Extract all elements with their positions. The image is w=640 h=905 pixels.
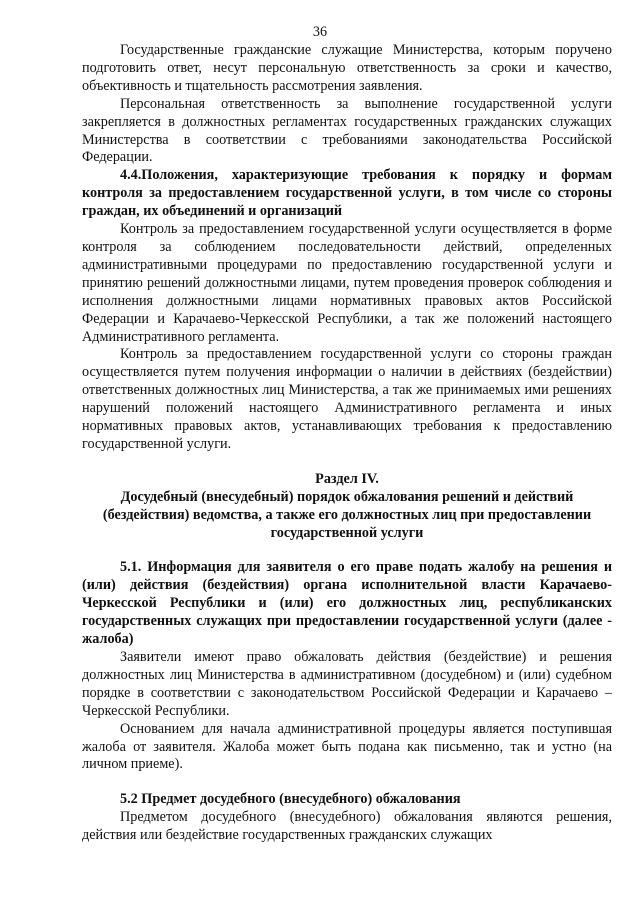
paragraph-personal-responsibility: Персональная ответственность за выполнение государственной услуги закрепляется в должностных регламентах государственных гражданских служащих Министерства в соответствии с требованиями законодательства Российской Федерации. <box>82 95 612 166</box>
heading-5-1: 5.1. Информация для заявителя о его праве подать жалобу на решения и (или) действия (бездействия) органа исполнительной власти Карачаево-Черкесской Республики и (или) его должностных лиц, республиканских государственных служащих при предоставлении государственной услуги (далее - жалоба) <box>82 559 612 648</box>
page-content <box>82 42 612 845</box>
spacer <box>82 542 612 559</box>
heading-4-4: 4.4.Положения, характеризующие требования к порядку и формам контроля за предоставлением государственной услуги, в том числе со стороны граждан, их объединений и организаций <box>82 167 612 220</box>
paragraph-procedure-basis: Основанием для начала административной процедуры является поступившая жалоба от заявителя. Жалоба может быть подана как письменно, так и устно (на личном приеме). <box>82 720 612 773</box>
heading-5-2: 5.2 Предмет досудебного (внесудебного) обжалования <box>120 791 461 808</box>
page-number: 36 <box>312 24 328 40</box>
paragraph-control-form: Контроль за предоставлением государственной услуги осуществляется в форме контроля за соблюдением последовательности действий, определенных административными процедурами по предоставлению государственной услуги и принятию решений должностными лицами, путем проведения проверок соблюдения и исполнения должностными лицами нормативных правовых актов Российской Федерации и Карачаево-Черкесской Республики, а так же положений настоящего Административного регламента. <box>82 221 612 345</box>
section-title: Раздел IV. <box>315 470 379 487</box>
spacer <box>82 454 612 471</box>
paragraph-responsibility-staff: Государственные гражданские служащие Министерства, которым поручено подготовить ответ, несут персональную ответственность за сроки и качество, объективность и тщательность рассмотрения заявления. <box>82 42 612 94</box>
spacer <box>82 774 612 791</box>
section-subtitle: Досудебный (внесудебный) порядок обжалования решений и действий (бездействия) ведомства, а также его должностных лиц при предоставлении государственной услуги <box>102 488 592 541</box>
paragraph-appeal-right: Заявители имеют право обжаловать действия (бездействие) и решения должностных лиц Министерства в административном (досудебном) и (или) судебном порядке в соответствии с законодательством Российской Федерации и Карачаево – Черкесской Республики. <box>82 649 612 719</box>
paragraph-appeal-subject: Предметом досудебного (внесудебного) обжалования являются решения, действия или бездействие государственных гражданских служащих <box>82 809 612 844</box>
paragraph-citizen-control: Контроль за предоставлением государственной услуги со стороны граждан осуществляется путем получения информации о наличии в действиях (бездействии) ответственных должностных лиц Министерства, а так же принимаемых ими решениях нарушений положений настоящего Административного регламента и иных нормативных правовых актов, устанавливающих требования к предоставлению государственной услуги. <box>82 346 612 452</box>
